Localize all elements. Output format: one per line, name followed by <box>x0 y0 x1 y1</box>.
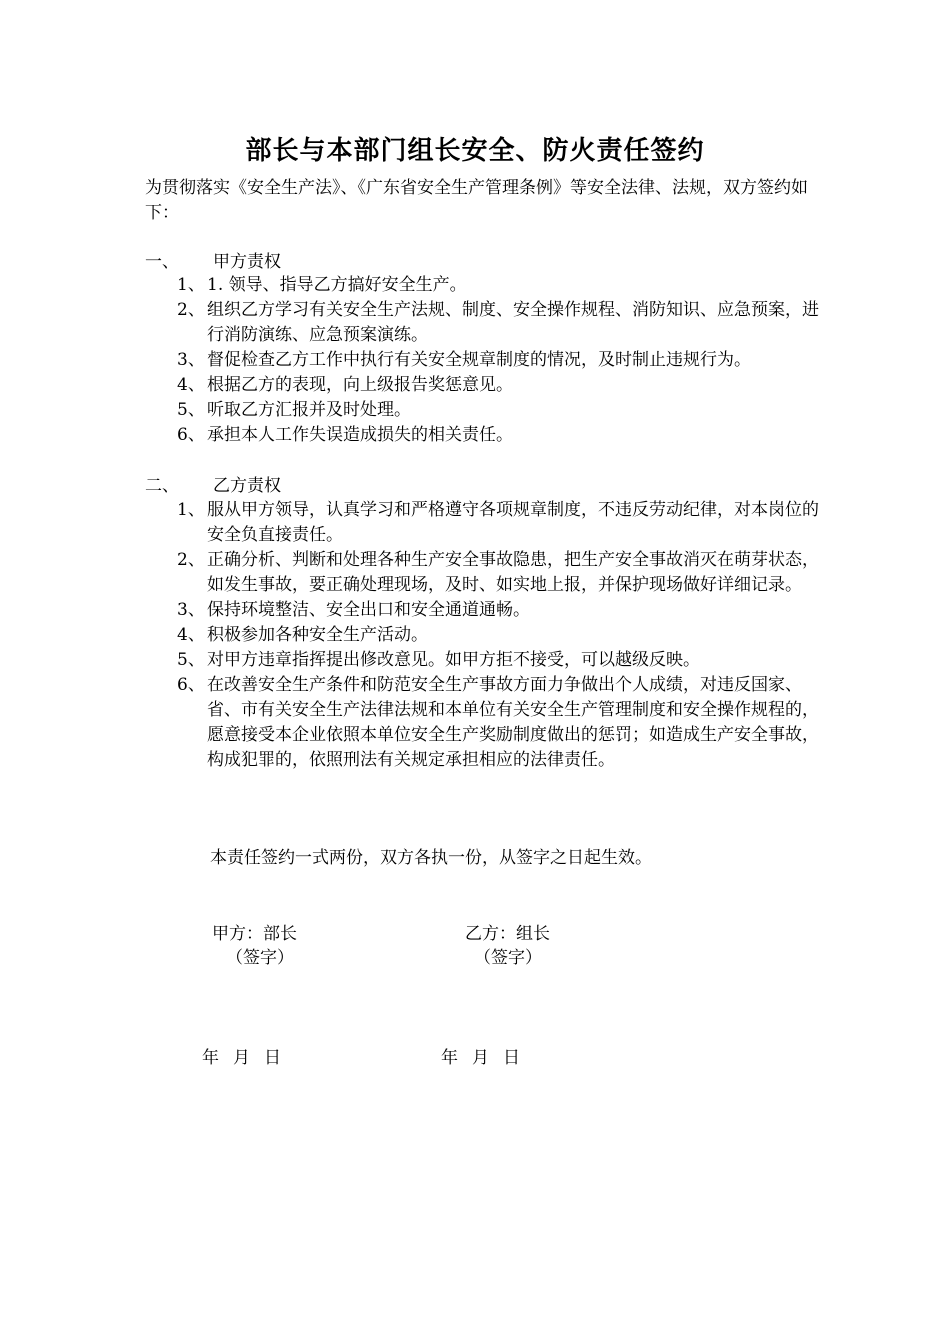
list-item-text: 正确分析、判断和处理各种生产安全事故隐患，把生产安全事故消灭在萌芽状态，如发生事故，要正确处理现场，及时、如实地上报，并保护现场做好详细记录。 <box>207 550 819 595</box>
section1-heading <box>145 250 281 275</box>
date-year: 年 <box>441 1048 458 1068</box>
party-a-date <box>202 1046 295 1071</box>
list-item-text: 服从甲方领导，认真学习和严格遵守各项规章制度，不违反劳动纪律，对本岗位的安全负直接责任。 <box>207 500 819 545</box>
list-item-text: 积极参加各种安全生产活动。 <box>207 625 428 645</box>
section2-list <box>177 498 827 773</box>
section2-title: 乙方责权 <box>213 476 281 496</box>
section2-number: 二、 <box>145 476 179 496</box>
section1-list <box>177 273 827 448</box>
list-item-index: 6、 <box>177 675 205 695</box>
date-year: 年 <box>202 1048 219 1068</box>
intro-paragraph: 为贯彻落实《安全生产法》、《广东省安全生产管理条例》等安全法律、法规，双方签约如下： <box>145 178 808 223</box>
party-a-label: 甲方：部长 <box>212 924 297 944</box>
party-b-sign: （签字） <box>474 948 542 968</box>
list-item-index: 4、 <box>177 375 205 395</box>
list-item-index: 3、 <box>177 350 205 370</box>
section1-title: 甲方责权 <box>213 252 281 272</box>
party-b-date <box>441 1046 534 1071</box>
list-item <box>177 598 827 623</box>
list-item <box>177 273 827 298</box>
list-item-text: 根据乙方的表现，向上级报告奖惩意见。 <box>207 375 513 395</box>
list-item <box>177 348 827 373</box>
date-month: 月 <box>233 1048 250 1068</box>
list-item <box>177 298 827 348</box>
list-item-text: 承担本人工作失误造成损失的相关责任。 <box>207 425 513 445</box>
list-item-text: 在改善安全生产条件和防范安全生产事故方面力争做出个人成绩，对违反国家、省、市有关安全生产法律法规和本单位有关安全生产管理制度和安全操作规程的，愿意接受本企业依照本单位安全生产奖励制度做出的惩罚；如造成生产安全事故，构成犯罪的，依照刑法有关规定承担相应的法律责任。 <box>207 675 819 770</box>
date-month: 月 <box>472 1048 489 1068</box>
list-item-text: 听取乙方汇报并及时处理。 <box>207 400 411 420</box>
section1-number: 一、 <box>145 252 179 272</box>
section2-heading <box>145 474 281 499</box>
list-item-text: 对甲方违章指挥提出修改意见。如甲方拒不接受，可以越级反映。 <box>207 650 700 670</box>
list-item <box>177 498 827 548</box>
party-b-label: 乙方：组长 <box>465 924 550 944</box>
date-day: 日 <box>264 1048 281 1068</box>
list-item <box>177 673 827 773</box>
list-item <box>177 623 827 648</box>
list-item-index: 1、 <box>177 500 205 520</box>
party-a-sign: （签字） <box>226 948 294 968</box>
list-item-index: 1、 <box>177 275 205 295</box>
list-item-text: 1. 领导、指导乙方搞好安全生产。 <box>207 275 467 295</box>
list-item <box>177 423 827 448</box>
list-item-index: 3、 <box>177 600 205 620</box>
list-item-text: 组织乙方学习有关安全生产法规、制度、安全操作规程、消防知识、应急预案，进行消防演练、应急预案演练。 <box>207 300 819 345</box>
list-item-index: 2、 <box>177 550 205 570</box>
list-item-text: 保持环境整洁、安全出口和安全通道通畅。 <box>207 600 530 620</box>
list-item <box>177 648 827 673</box>
list-item <box>177 373 827 398</box>
list-item-index: 2、 <box>177 300 205 320</box>
list-item <box>177 548 827 598</box>
list-item-index: 5、 <box>177 400 205 420</box>
list-item-index: 5、 <box>177 650 205 670</box>
closing-statement: 本责任签约一式两份，双方各执一份，从签字之日起生效。 <box>210 848 652 868</box>
list-item-text: 督促检查乙方工作中执行有关安全规章制度的情况，及时制止违规行为。 <box>207 350 751 370</box>
list-item <box>177 398 827 423</box>
list-item-index: 4、 <box>177 625 205 645</box>
date-day: 日 <box>503 1048 520 1068</box>
list-item-index: 6、 <box>177 425 205 445</box>
document-title: 部长与本部门组长安全、防火责任签约 <box>245 136 705 166</box>
